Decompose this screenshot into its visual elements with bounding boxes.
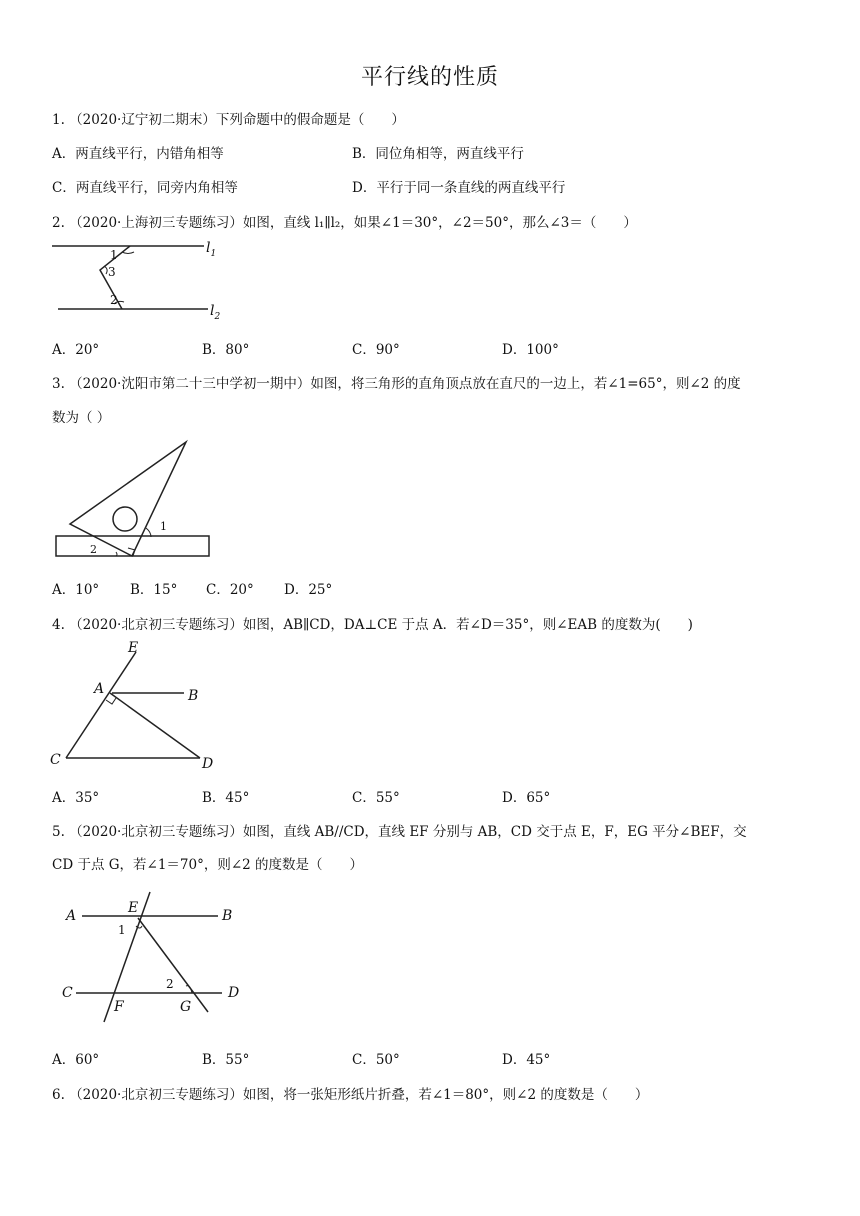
angle-2-label: 2 <box>110 293 118 307</box>
angle-1-label: 1 <box>160 520 167 533</box>
angle-2-label: 2 <box>166 977 174 991</box>
question-2-option-d: D．100° <box>502 342 559 358</box>
angle-1-label: 1 <box>110 248 118 262</box>
point-b-label: B <box>188 688 199 704</box>
point-a-label: A <box>66 908 77 924</box>
question-1-option-c: C．两直线平行，同旁内角相等 <box>52 180 238 196</box>
question-4-option-a: A．35° <box>52 790 100 806</box>
line-l2-label: $l_2$ <box>210 303 221 322</box>
question-3-stem-line-2: 数为（ ） <box>52 410 111 426</box>
question-5-figure <box>62 890 252 1030</box>
question-3-option-b: B．15° <box>130 582 178 598</box>
question-3-option-a: A．10° <box>52 582 100 598</box>
question-3-figure <box>52 440 214 562</box>
angle-1-label: 1 <box>118 923 126 937</box>
point-e-label: E <box>128 900 139 916</box>
question-1-option-d: D．平行于同一条直线的两直线平行 <box>352 180 566 196</box>
question-1-stem: 1. （2020·辽宁初二期末）下列命题中的假命题是（ ） <box>52 112 405 128</box>
question-5-option-c: C．50° <box>352 1052 400 1068</box>
point-d-label: D <box>228 985 240 1001</box>
question-5-option-d: D．45° <box>502 1052 551 1068</box>
question-4-figure <box>48 640 228 774</box>
point-d-label: D <box>202 756 214 772</box>
point-g-label: G <box>180 999 192 1015</box>
question-5-option-a: A．60° <box>52 1052 100 1068</box>
question-2-option-a: A．20° <box>52 342 100 358</box>
angle-2-label: 2 <box>90 543 97 556</box>
point-e-label: E <box>128 640 139 656</box>
point-c-label: C <box>62 985 73 1001</box>
question-3-option-c: C．20° <box>206 582 254 598</box>
question-4-option-c: C．55° <box>352 790 400 806</box>
question-3-stem-line-1: 3. （2020·沈阳市第二十三中学初一期中）如图，将三角形的直角顶点放在直尺的一边上，若∠1=65°，则∠2 的度 <box>52 376 741 392</box>
point-f-label: F <box>114 999 124 1015</box>
point-c-label: C <box>50 752 61 768</box>
question-2-option-c: C．90° <box>352 342 400 358</box>
question-4-option-d: D．65° <box>502 790 551 806</box>
question-4-option-b: B．45° <box>202 790 250 806</box>
question-2-option-b: B．80° <box>202 342 250 358</box>
angle-3-label: 3 <box>108 265 116 279</box>
question-1-option-a: A．两直线平行，内错角相等 <box>52 146 224 162</box>
question-6-stem: 6. （2020·北京初三专题练习）如图，将一张矩形纸片折叠，若∠1＝80°，则∠2 的度数是（ ） <box>52 1087 649 1103</box>
question-4-stem: 4. （2020·北京初三专题练习）如图，AB∥CD，DA⊥CE 于点 A．若∠D＝35°，则∠EAB 的度数为( ) <box>52 617 693 633</box>
page-title: 平行线的性质 <box>360 65 499 90</box>
question-1-option-b: B．同位角相等，两直线平行 <box>352 146 524 162</box>
question-3-option-d: D．25° <box>284 582 333 598</box>
question-2-figure <box>52 238 232 322</box>
question-5-option-b: B．55° <box>202 1052 250 1068</box>
line-l1-label: $l_1$ <box>206 240 217 259</box>
question-5-stem-line-2: CD 于点 G，若∠1＝70°，则∠2 的度数是（ ） <box>52 857 364 873</box>
question-2-stem: 2. （2020·上海初三专题练习）如图，直线 l₁∥l₂，如果∠1＝30°，∠2＝50°，那么∠3＝（ ） <box>52 215 637 231</box>
question-5-stem-line-1: 5. （2020·北京初三专题练习）如图，直线 AB//CD，直线 EF 分别与 AB，CD 交于点 E，F，EG 平分∠BEF，交 <box>52 824 747 840</box>
point-a-label: A <box>94 681 105 697</box>
point-b-label: B <box>222 908 233 924</box>
